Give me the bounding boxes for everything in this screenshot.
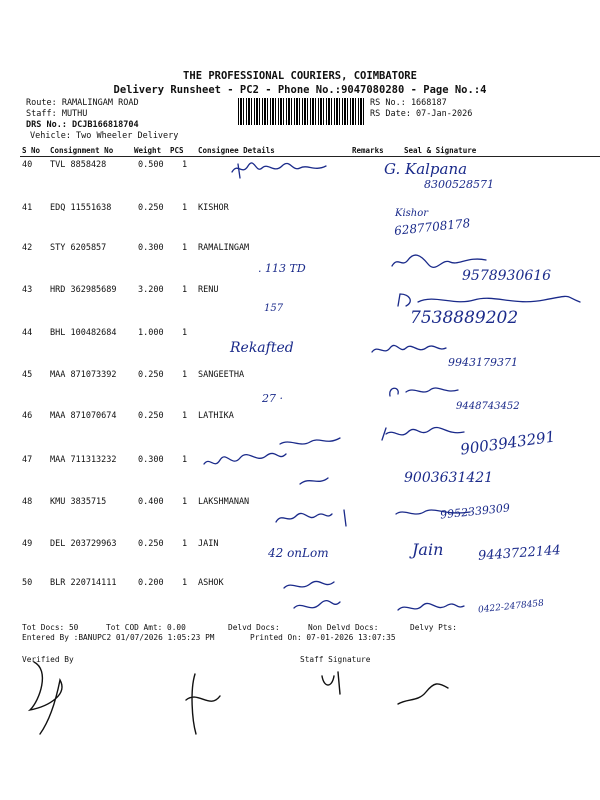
row-weight: 0.500 (138, 160, 164, 170)
row-consignment-no: STY 6205857 (50, 243, 107, 253)
r47-consignee-scribble (200, 424, 370, 494)
row-consignment-no: MAA 711313232 (50, 455, 117, 465)
row-consignee-name: RENU (198, 285, 219, 295)
r50-phone: 0422-2478458 (477, 598, 545, 616)
tot-docs: Tot Docs: 50 (22, 623, 79, 632)
row-sno: 42 (22, 243, 33, 253)
barcode (238, 98, 366, 125)
row-weight: 0.400 (138, 497, 164, 507)
col-remarks: Remarks (352, 146, 384, 155)
row-sno: 44 (22, 328, 33, 338)
route-label: Route: RAMALINGAM ROAD (26, 98, 139, 108)
row-sno: 41 (22, 203, 33, 213)
r50-consignee-scribble (280, 578, 360, 618)
tot-cod: Tot COD Amt: 0.00 (106, 623, 186, 632)
r40-signature: G. Kalpana (384, 160, 468, 178)
r48-phone: 9952339309 (439, 501, 511, 522)
r42-note: . 113 TD (258, 262, 306, 275)
row-consignment-no: MAA 871073392 (50, 370, 117, 380)
row-consignment-no: EDQ 11551638 (50, 203, 112, 213)
r43-note: 157 (264, 303, 284, 314)
col-weight: Weight (134, 146, 162, 155)
drs-label: DRS No.: DCJB166818704 (26, 120, 139, 130)
row-consignment-no: HRD 362985689 (50, 285, 117, 295)
verified-by-label: Verified By (22, 655, 74, 664)
r44-phone: 9943179371 (448, 356, 518, 369)
rs-number: RS No.: 1668187 (370, 98, 447, 108)
r45-note: 27 · (262, 392, 283, 405)
row-weight: 3.200 (138, 285, 164, 295)
row-pcs: 1 (182, 285, 188, 295)
r45-phone: 9448743452 (456, 401, 520, 412)
non-delvd-docs: Non Delvd Docs: (308, 623, 379, 632)
r41-phone: 6287708178 (393, 216, 471, 238)
r47-phone-2: 9003631421 (404, 470, 494, 486)
verifier-signature (20, 650, 260, 740)
row-sno: 47 (22, 455, 33, 465)
r49-phone: 9443722144 (477, 543, 562, 564)
header-divider (20, 156, 600, 157)
row-consignee-name: SANGEETHA (198, 370, 245, 380)
r49-note: 42 onLom (268, 546, 329, 560)
staff-signature-label: Staff Signature (300, 655, 371, 664)
row-consignee-name: LATHIKA (198, 411, 234, 421)
row-sno: 49 (22, 539, 33, 549)
staff-label: Staff: MUTHU (26, 109, 88, 119)
row-pcs: 1 (182, 497, 188, 507)
row-pcs: 1 (182, 160, 188, 170)
r42-phone: 9578930616 (462, 268, 552, 284)
row-pcs: 1 (182, 243, 188, 253)
row-sno: 50 (22, 578, 33, 588)
row-consignment-no: KMU 3835715 (50, 497, 107, 507)
entered-by: Entered By :BANUPC2 01/07/2026 1:05:23 PM (22, 633, 215, 642)
col-sno: S No (22, 146, 41, 155)
row-pcs: 1 (182, 203, 188, 213)
row-consignee-name: JAIN (198, 539, 219, 549)
row-consignment-no: DEL 203729963 (50, 539, 117, 549)
r47-signature-scribble (380, 426, 470, 444)
row-pcs: 1 (182, 411, 188, 421)
row-weight: 0.300 (138, 243, 164, 253)
col-seal: Seal & Signature (404, 146, 477, 155)
row-consignee-name: KISHOR (198, 203, 229, 213)
rs-date: RS Date: 07-Jan-2026 (370, 109, 473, 119)
row-weight: 0.250 (138, 411, 164, 421)
r44-signature-scribble (370, 342, 450, 358)
row-consignment-no: TVL 8858428 (50, 160, 107, 170)
r41-signature: Kishor (395, 208, 429, 219)
row-weight: 0.250 (138, 370, 164, 380)
row-sno: 48 (22, 497, 33, 507)
r45-signature-scribble (386, 384, 466, 400)
row-pcs: 1 (182, 455, 188, 465)
row-sno: 45 (22, 370, 33, 380)
row-consignee-name: ASHOK (198, 578, 224, 588)
r49-signature: Jain (412, 540, 444, 559)
r43-phone: 7538889202 (410, 308, 519, 328)
row-pcs: 1 (182, 328, 188, 338)
r40-scribble (230, 160, 330, 180)
r50-signature-scribble (396, 600, 466, 616)
runsheet-subtitle: Delivery Runsheet - PC2 - Phone No.:9047080280 - Page No.:4 (113, 84, 487, 96)
row-weight: 0.200 (138, 578, 164, 588)
row-weight: 1.000 (138, 328, 164, 338)
row-sno: 40 (22, 160, 33, 170)
row-sno: 46 (22, 411, 33, 421)
r48-consignee-scribble (274, 508, 364, 528)
printed-on: Printed On: 07-01-2026 13:07:35 (250, 633, 396, 642)
col-consignment: Consignment No (50, 146, 114, 155)
row-pcs: 1 (182, 370, 188, 380)
col-consignee: Consignee Details (198, 146, 275, 155)
row-consignee-name: RAMALINGAM (198, 243, 250, 253)
company-title: THE PROFESSIONAL COURIERS, COIMBATORE (183, 70, 417, 82)
delvy-pts: Delvy Pts: (410, 623, 457, 632)
row-pcs: 1 (182, 578, 188, 588)
row-pcs: 1 (182, 539, 188, 549)
col-pcs: PCS (170, 146, 184, 155)
row-weight: 0.300 (138, 455, 164, 465)
row-consignee-name: LAKSHMANAN (198, 497, 250, 507)
row-consignment-no: BHL 100482684 (50, 328, 117, 338)
staff-signature (318, 668, 458, 718)
delvd-docs: Delvd Docs: (228, 623, 280, 632)
row-weight: 0.250 (138, 203, 164, 213)
r47-phone-1: 9003943291 (459, 427, 557, 459)
r40-phone: 8300528571 (424, 178, 494, 191)
row-sno: 43 (22, 285, 33, 295)
row-consignment-no: BLR 220714111 (50, 578, 117, 588)
vehicle-label: Vehicle: Two Wheeler Delivery (30, 131, 179, 141)
row-consignment-no: MAA 871070674 (50, 411, 117, 421)
row-weight: 0.250 (138, 539, 164, 549)
r44-name: Rekafted (230, 340, 294, 356)
